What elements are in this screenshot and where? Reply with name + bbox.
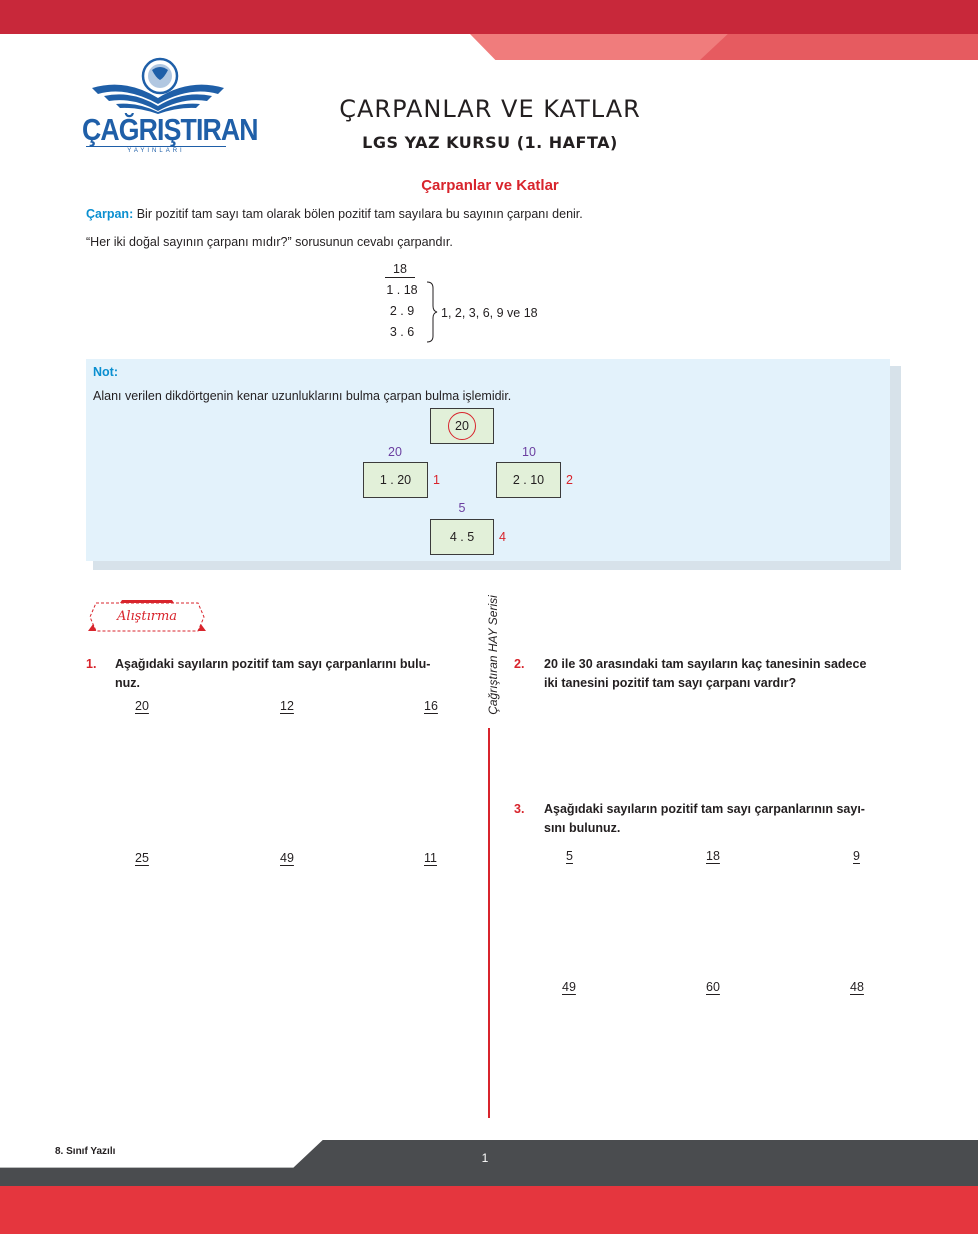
q3-number: 48 xyxy=(850,980,864,994)
footer-label: 8. Sınıf Yazılı xyxy=(55,1146,116,1157)
example-pair: 2 . 9 xyxy=(389,304,415,318)
note-text: Alanı verilen dikdörtgenin kenar uzunluklarını bulma çarpan bulma işlemidir. xyxy=(93,389,512,403)
area-value: 20 xyxy=(455,419,469,433)
factor-box: 2 . 10 xyxy=(496,462,561,498)
top-band-accent-2 xyxy=(700,34,978,60)
question-number: 3. xyxy=(514,802,525,816)
example-number: 18 xyxy=(385,262,415,278)
question-line: nuz. xyxy=(115,676,140,690)
series-label: Çağrıştıran HAY Serisi xyxy=(486,595,500,715)
q3-number: 60 xyxy=(706,980,720,994)
definition xyxy=(86,207,886,221)
definition-text: Bir pozitif tam sayı tam olarak bölen pozitif tam sayılara bu sayının çarpanı denir. xyxy=(133,207,583,221)
factor-side-label: 1 xyxy=(433,473,440,487)
question-line: sını bulunuz. xyxy=(544,821,621,835)
q1-number: 25 xyxy=(135,851,149,865)
question-number: 1. xyxy=(86,657,97,671)
exercise-label: Alıştırma xyxy=(116,609,178,624)
area-circle xyxy=(448,412,476,440)
definition-term: Çarpan: xyxy=(86,207,134,221)
footer-red-band xyxy=(0,1186,978,1234)
series-label-container xyxy=(472,595,514,715)
q1-number: 20 xyxy=(135,699,149,713)
factor-side-label: 4 xyxy=(499,530,506,544)
factor-top-label: 10 xyxy=(522,445,536,459)
q1-number: 12 xyxy=(280,699,294,713)
question-text xyxy=(115,655,471,693)
page-title: ÇARPANLAR VE KATLAR xyxy=(339,95,641,123)
q1-number: 11 xyxy=(424,851,437,865)
area-box xyxy=(430,408,494,444)
question-text xyxy=(544,655,904,693)
q1-number: 49 xyxy=(280,851,294,865)
q3-number: 49 xyxy=(562,980,576,994)
q3-number: 9 xyxy=(853,849,860,863)
page-number: 1 xyxy=(481,1151,489,1165)
factor-top-label: 20 xyxy=(388,445,402,459)
column-divider xyxy=(488,728,490,1118)
question-number: 2. xyxy=(514,657,525,671)
brand-sub: YAYINLARI xyxy=(86,146,226,154)
brace-icon xyxy=(426,281,438,343)
book-globe-icon xyxy=(82,52,234,114)
factor-box: 1 . 20 xyxy=(363,462,428,498)
question-text xyxy=(544,800,904,838)
question-line: iki tanesini pozitif tam sayı çarpanı vardır? xyxy=(544,676,797,690)
q3-number: 5 xyxy=(566,849,573,863)
page-subtitle: LGS YAZ KURSU (1. HAFTA) xyxy=(362,133,618,152)
q1-number: 16 xyxy=(424,699,438,713)
question-line: 20 ile 30 arasındaki tam sayıların kaç tanesinin sadece xyxy=(544,657,867,671)
section-title: Çarpanlar ve Katlar xyxy=(421,177,559,194)
exercise-banner xyxy=(88,600,206,630)
question-line: Aşağıdaki sayıların pozitif tam sayı çarpanlarının sayı- xyxy=(544,802,865,816)
definition-quote: “Her iki doğal sayının çarpanı mıdır?” sorusunun cevabı çarpandır. xyxy=(86,235,453,249)
brand-name: ÇAĞRIŞTIRAN xyxy=(82,112,258,147)
q3-number: 18 xyxy=(706,849,720,863)
example-pair: 1 . 18 xyxy=(386,283,418,297)
note-label: Not: xyxy=(93,365,118,379)
factor-side-label: 2 xyxy=(566,473,573,487)
factor-top-label: 5 xyxy=(458,501,466,515)
question-line: Aşağıdaki sayıların pozitif tam sayı çarpanlarını bulu- xyxy=(115,657,431,671)
example-pair: 3 . 6 xyxy=(389,325,415,339)
top-band xyxy=(0,0,978,34)
example-result: 1, 2, 3, 6, 9 ve 18 xyxy=(441,306,538,320)
factor-box: 4 . 5 xyxy=(430,519,494,555)
